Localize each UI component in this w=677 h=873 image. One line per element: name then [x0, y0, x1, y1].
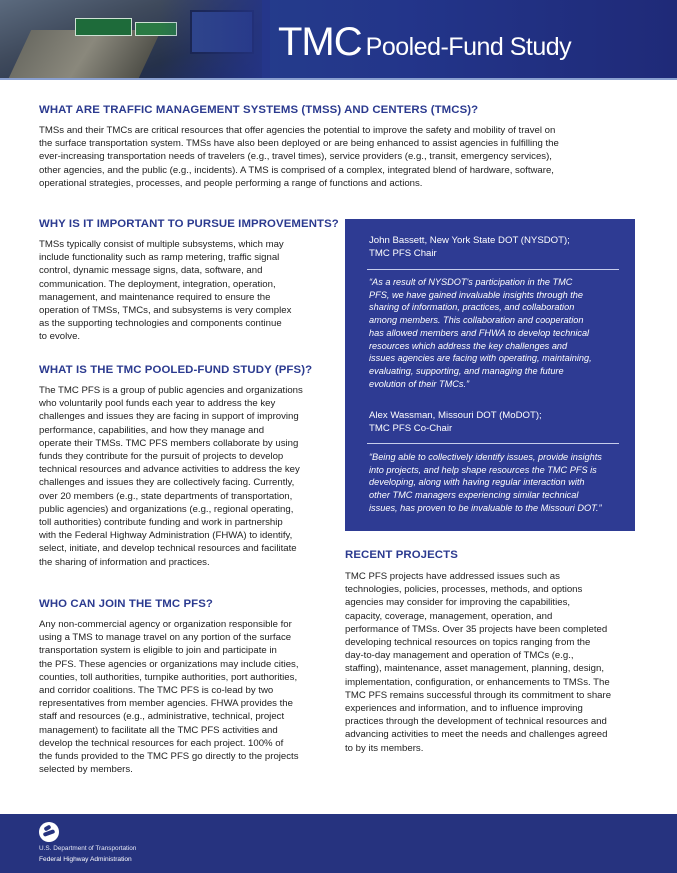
footer-department: U.S. Department of Transportation: [39, 845, 137, 852]
who-can-join-line: using a TMS to manage travel on any portion of the surface: [39, 632, 292, 644]
who-can-join-line: selected by members.: [39, 764, 133, 776]
chair-name-line: TMC PFS Chair: [369, 248, 437, 260]
chair-quote-line: sharing of information, practices, and collaboration: [369, 302, 575, 313]
title-big: TMC: [278, 20, 362, 64]
chair-quote-line: resources which address the key challenges and: [369, 340, 568, 351]
who-can-join-line: the PFS. These agencies or organizations may include cities,: [39, 658, 299, 670]
cochair-quote-line: developing, along with having regular interaction with: [369, 477, 585, 488]
quote-divider: [367, 269, 619, 270]
highway-sign-graphic: [75, 18, 132, 36]
why-improve-line: operation of TMSs, TMCs, and subsystems is very complex: [39, 305, 292, 317]
recent-projects-line: developing technical resources on topics ranging from the: [345, 637, 591, 649]
chair-quote-line: evaluating, supporting, and managing the future: [369, 365, 564, 376]
header-banner: [0, 0, 677, 78]
what-is-pfs-line: public agencies) and organizations (e.g., regional operating,: [39, 503, 294, 515]
paragraph-recent-projects: [345, 570, 645, 755]
what-is-pfs-line: select, initiate, and develop technical resources and facilitate: [39, 543, 297, 555]
recent-projects-line: capacity, coverage, management, operation, and: [345, 610, 553, 622]
what-is-pfs-line: performance, capabilities, and how they manage and: [39, 424, 265, 436]
why-improve-line: management, and maintenance required to ensure the: [39, 291, 271, 303]
what-is-pfs-line: The TMC PFS is a group of public agencies and organizations: [39, 385, 303, 396]
recent-projects-line: experiences and information, and to influence improving: [345, 703, 583, 715]
who-can-join-line: staff and resources (e.g., administrative, technical, project: [39, 711, 285, 723]
recent-projects-line: day-to-day management and operation of TMCs (e.g.,: [345, 650, 574, 662]
what-is-pfs-line: challenges and issues they are facing in support of improving: [39, 411, 299, 423]
cochair-quote-line: “Being able to collectively identify issues, provide insights: [369, 452, 602, 462]
chair-quote-line: evolution of their TMCs.”: [369, 378, 470, 389]
heading-why-improve: WHY IS IT IMPORTANT TO PURSUE IMPROVEMENTS?: [39, 218, 339, 230]
why-improve-line: include functionality such as ramp metering, traffic signal: [39, 252, 280, 264]
quote-cochair: [369, 451, 621, 515]
chair-quote-line: issues agencies are facing with operating, maintaining,: [369, 353, 592, 364]
photo-fade: [160, 0, 270, 78]
quote-person-cochair: [369, 409, 542, 435]
who-can-join-line: and corridor coalitions. The TMC PFS is co-lead by two: [39, 685, 274, 697]
who-can-join-line: representatives from member agencies. FHWA provides the: [39, 698, 293, 710]
heading-who-can-join: WHO CAN JOIN THE TMC PFS?: [39, 598, 213, 610]
what-is-pfs-line: operate their TMSs. TMC PFS members collaborate by using: [39, 437, 299, 449]
chair-quote-line: PFS, we have gained invaluable insights through the: [369, 289, 584, 300]
recent-projects-line: performance of TMSs. Over 35 projects have been completed: [345, 623, 608, 635]
quote-divider-2: [367, 443, 619, 444]
who-can-join-line: counties, toll authorities, turnpike authorities, port authorities,: [39, 671, 298, 683]
quote-person-chair: [369, 234, 570, 260]
cochair-quote-line: issues, has proven to be invaluable to the Missouri DOT.”: [369, 502, 602, 513]
quote-chair: [369, 276, 621, 390]
what-are-tms-line: ever-increasing transportation needs of travelers (e.g., travel times), service providers (e.g., transit, emergency services),: [39, 151, 552, 163]
what-are-tms-line: other agencies, and the public (e.g., incidents). A TMS is comprised of a complex, integrated blend of hardware, software,: [39, 164, 554, 176]
who-can-join-line: the funds provided to the TMC PFS go directly to the projects: [39, 751, 299, 763]
who-can-join-line: transportation system is eligible to join and participate in: [39, 645, 277, 657]
chair-quote-line: among members. This collaboration and cooperation: [369, 315, 584, 326]
cochair-quote-line: into projects, and help shape resources the TMC PFS is: [369, 464, 597, 475]
recent-projects-line: staffing), maintenance, asset management, planning, design,: [345, 663, 605, 675]
what-is-pfs-line: the sharing of information and practices.: [39, 556, 210, 568]
why-improve-line: TMSs typically consist of multiple subsystems, which may: [39, 239, 284, 250]
chair-quote-line: “As a result of NYSDOT's participation in the TMC: [369, 277, 573, 287]
header-photo: [0, 0, 262, 78]
title-small: Pooled-Fund Study: [365, 33, 572, 61]
why-improve-line: communication. The deployment, integration, operation,: [39, 278, 276, 290]
chair-quote-line: has allowed members and FHWA to develop technical: [369, 327, 590, 338]
paragraph-why-improve: [39, 238, 339, 344]
paragraph-who-can-join: [39, 618, 339, 776]
heading-what-is-pfs: WHAT IS THE TMC POOLED-FUND STUDY (PFS)?: [39, 364, 313, 376]
what-are-tms-line: TMSs and their TMCs are critical resources that offer agencies the potential to improve the safety and mobility of travel on: [39, 125, 556, 136]
highway-graphic: [9, 30, 161, 78]
footer-agency: Federal Highway Administration: [39, 856, 132, 863]
what-is-pfs-line: toll authorities) contribute funding and work in partnership: [39, 517, 283, 529]
why-improve-line: to evolve.: [39, 331, 81, 343]
why-improve-line: as the supporting technologies and components continue: [39, 318, 282, 330]
publication-title: [278, 20, 571, 65]
recent-projects-line: advancing activities to meet the needs and challenges agreed: [345, 729, 608, 741]
heading-what-are-tms: WHAT ARE TRAFFIC MANAGEMENT SYSTEMS (TMSS) AND CENTERS (TMCS)?: [39, 104, 479, 116]
recent-projects-line: practices through the development of technical resources and: [345, 716, 607, 728]
what-is-pfs-line: over 20 members (e.g., state departments of transportation,: [39, 490, 293, 502]
what-is-pfs-line: funds they contribute for the pursuit of projects to develop: [39, 451, 284, 463]
what-are-tms-line: the surface transportation system. TMSs have also been deployed or are being enhanced to assist agencies in fulfilling the: [39, 138, 559, 150]
recent-projects-line: to by its members.: [345, 742, 424, 754]
cochair-quote-line: other TMC managers experiencing similar technical: [369, 490, 579, 501]
paragraph-what-is-pfs: [39, 384, 339, 569]
what-are-tms-line: operational strategies, processes, and people performing a range of functions and actions.: [39, 177, 423, 189]
what-is-pfs-line: who voluntarily pool funds each year to address the key: [39, 398, 276, 410]
recent-projects-line: TMC PFS remains successful through its commitment to share: [345, 689, 612, 701]
who-can-join-line: develop the technical resources for each project. 100% of: [39, 737, 284, 749]
usdot-logo-icon: [39, 822, 59, 842]
who-can-join-line: management) to facilitate all the TMC PFS activities and: [39, 724, 278, 736]
why-improve-line: control, dynamic message signs, data, software, and: [39, 265, 263, 277]
cochair-name-line: Alex Wassman, Missouri DOT (MoDOT);: [369, 410, 542, 421]
paragraph-what-are-tms: [39, 124, 649, 190]
what-is-pfs-line: challenges and issues they are collectively facing. Currently,: [39, 477, 295, 489]
cochair-name-line: TMC PFS Co-Chair: [369, 423, 453, 435]
what-is-pfs-line: with the Federal Highway Administration (FHWA) to identify,: [39, 530, 293, 542]
chair-name-line: John Bassett, New York State DOT (NYSDOT);: [369, 235, 570, 246]
recent-projects-line: agencies may consider for improving the capabilities,: [345, 597, 571, 609]
header-rule: [0, 78, 677, 80]
recent-projects-line: technologies, policies, processes, methods, and options: [345, 584, 583, 596]
what-is-pfs-line: technical resources and advance activities to address the key: [39, 464, 300, 476]
recent-projects-line: implementation, configuration, or enhancements to TMSs. The: [345, 676, 610, 688]
who-can-join-line: Any non-commercial agency or organization responsible for: [39, 619, 292, 630]
recent-projects-line: TMC PFS projects have addressed issues such as: [345, 571, 560, 582]
quote-box: [345, 219, 635, 531]
footer-bar: [0, 814, 677, 873]
heading-recent-projects: RECENT PROJECTS: [345, 549, 458, 561]
